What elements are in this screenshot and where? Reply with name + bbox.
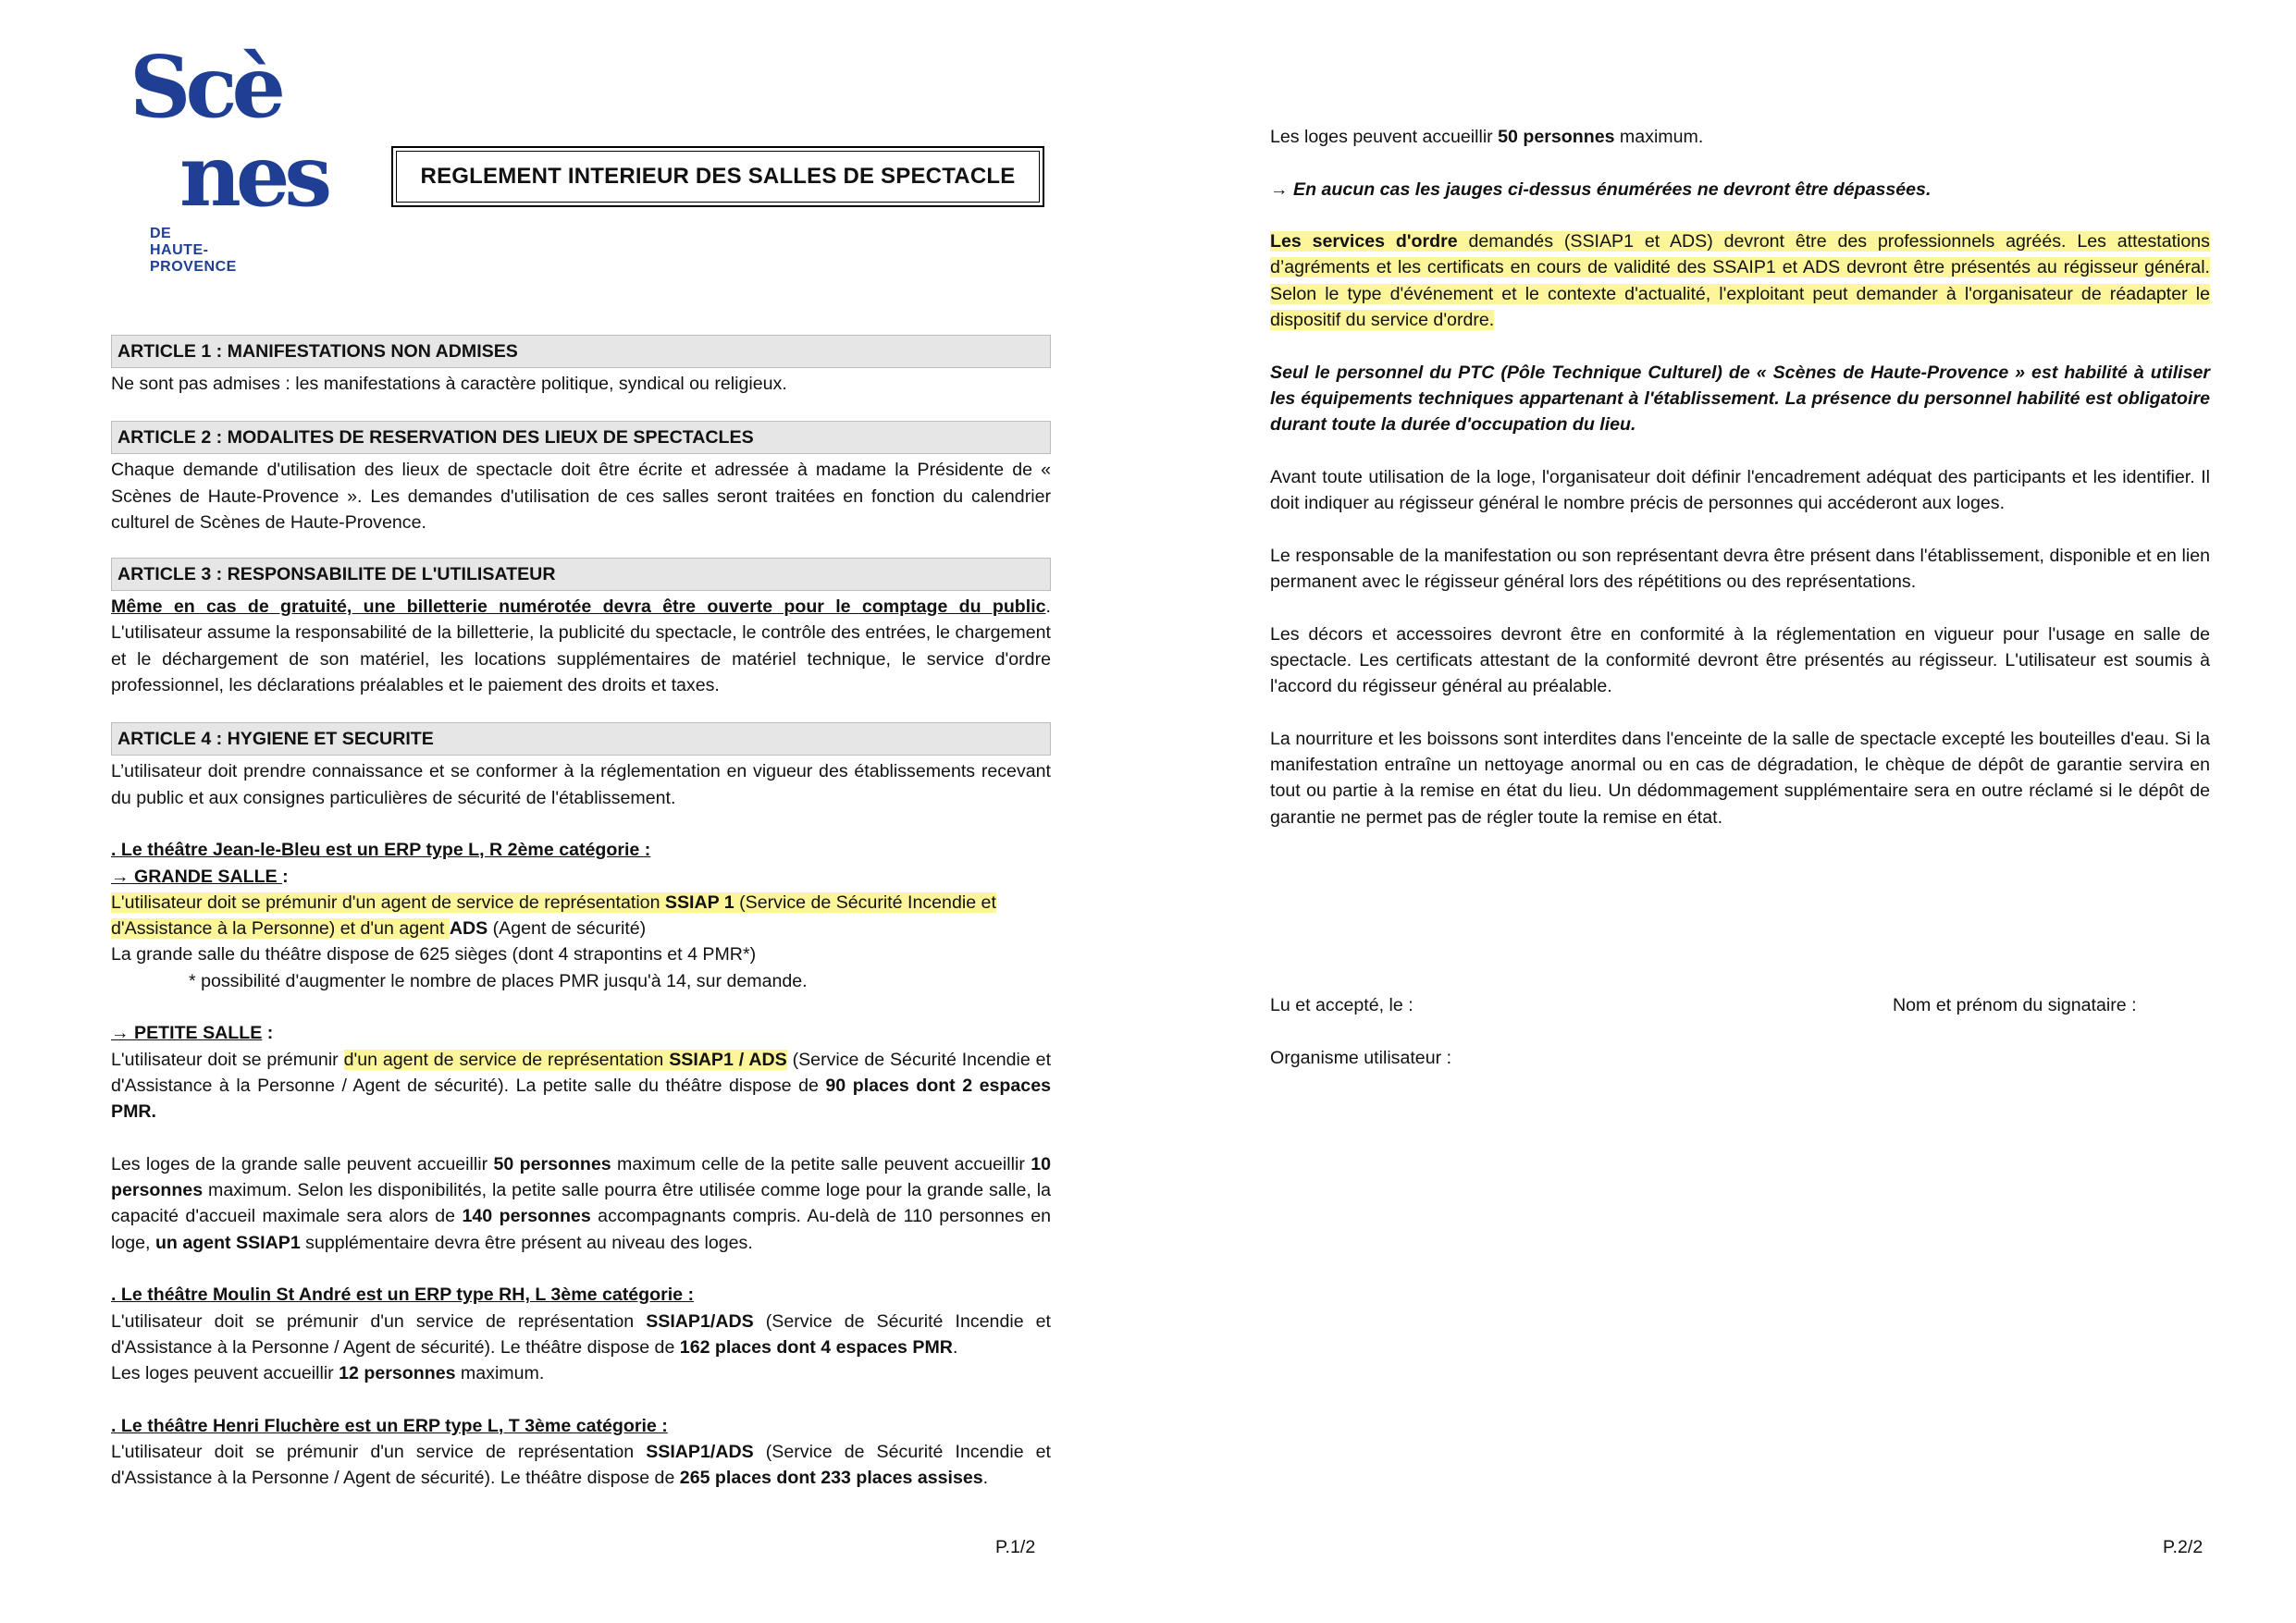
organisation-label: Organisme utilisateur : [1270, 1048, 1452, 1068]
grande-salle-text: L'utilisateur doit se prémunir d'un agent de service de représentation SSIAP 1 (Service de Sécurité Incendie et d'Assistance à la Personne) et d'un agent ADS (Agent de sécurité) [111, 891, 996, 940]
page-1-body [111, 335, 1051, 1492]
article-1-heading: ARTICLE 1 : MANIFESTATIONS NON ADMISES [111, 335, 1051, 368]
article-2-text: Chaque demande d'utilisation des lieux de spectacle doit être écrite et adressée à madame la Présidente de « Scènes de Haute-Provence ». Les demandes d'utilisation de ces salles seront traitées en fonction du calendrier culturel de Scènes de Haute-Provence. [111, 460, 1051, 533]
logo-line-2: nes [179, 126, 327, 226]
grande-salle-note: * possibilité d'augmenter le nombre de places PMR jusqu'à 14, sur demande. [189, 970, 808, 991]
henri-fluchere-text: L'utilisateur doit se prémunir d'un service de représentation SSIAP1/ADS (Service de Sécurité Incendie et d'Assistance à la Personne / Agent de sécurité). Le théâtre dispose de 265 places dont 233 places assises. [111, 1442, 1051, 1489]
petite-salle-text: L'utilisateur doit se prémunir d'un agent de service de représentation SSIAP1 / ADS (Service de Sécurité Incendie et d'Assistance à la Personne / Agent de sécurité). La petite salle du théâtre dispose de 90 places dont 2 espaces PMR. [111, 1049, 1052, 1123]
loges-capacity: Les loges peuvent accueillir 50 personnes maximum. [1270, 127, 1704, 147]
responsable-paragraph: Le responsable de la manifestation ou son représentant devra être présent dans l'établissement, disponible et en lien permanent avec le régisseur général lors des répétitions ou des représentations. [1270, 545, 2210, 593]
jauges-warning: → En aucun cas les jauges ci-dessus énumérées ne devront être dépassées. [1270, 178, 1932, 200]
logo-line-1: Scè [130, 37, 280, 137]
services-ordre-paragraph: Les services d'ordre demandés (SSIAP1 et ADS) devront être des professionnels agréés. Les attestations d’agréments et les certificats en cours de validité des SSAIP1 et ADS devront être présentés au régisseur général. Selon le type d'événement et le contexte d'actualité, l'exploitant peut demander à l'organisateur de réadapter le dispositif du service d'ordre. [1270, 231, 2210, 331]
document-title: REGLEMENT INTERIEUR DES SALLES DE SPECTACLE [396, 151, 1040, 203]
logo-tagline [150, 226, 237, 276]
jean-le-bleu-heading: . Le théâtre Jean-le-Bleu est un ERP type L, R 2ème catégorie : [111, 840, 651, 861]
article-3-text: Même en cas de gratuité, une billetterie numérotée devra être ouverte pour le comptage du public. L'utilisateur assume la responsabilité de la billetterie, la publicité du spectacle, le contrôle des entrées, le chargement et le déchargement de son matériel, les locations supplémentaires de matériel technique, le service d'ordre professionnel, les déclarations préalables et le paiement des droits et taxes. [111, 596, 1051, 696]
accepted-date-label: Lu et accepté, le : [1270, 995, 1413, 1015]
logo-de: DE [150, 226, 172, 241]
article-3-lead: Même en cas de gratuité, une billetterie numérotée devra être ouverte pour le comptage du public [111, 596, 1046, 618]
loge-usage-paragraph: Avant toute utilisation de la loge, l'organisateur doit définir l'encadrement adéquat des participants et les identifier. Il doit indiquer au régisseur général le nombre précis de personnes qui accéderont aux loges. [1270, 466, 2210, 514]
moulin-st-andre-heading: . Le théâtre Moulin St André est un ERP type RH, L 3ème catégorie : [111, 1285, 695, 1306]
moulin-st-andre-text: L'utilisateur doit se prémunir d'un service de représentation SSIAP1/ADS (Service de Sécurité Incendie et d'Assistance à la Personne / Agent de sécurité). Le théâtre dispose de 162 places dont 4 espaces PMR. [111, 1310, 1051, 1358]
article-3-heading: ARTICLE 3 : RESPONSABILITE DE L'UTILISATEUR [111, 558, 1051, 591]
signatory-name-label: Nom et prénom du signataire : [1893, 995, 2137, 1015]
henri-fluchere-heading: . Le théâtre Henri Fluchère est un ERP type L, T 3ème catégorie : [111, 1415, 668, 1436]
article-4-text: L’utilisateur doit prendre connaissance et se conformer à la réglementation en vigueur des établissements recevant du public et aux consignes particulières de sécurité de l'établissement. [111, 761, 1051, 808]
grande-salle-heading: → GRANDE SALLE : [111, 866, 289, 887]
moulin-st-andre-loges: Les loges peuvent accueillir 12 personnes maximum. [111, 1363, 545, 1384]
article-2-heading: ARTICLE 2 : MODALITES DE RESERVATION DES LIEUX DE SPECTACLES [111, 421, 1051, 454]
petite-salle-heading: → PETITE SALLE : [111, 1023, 274, 1044]
article-1-text: Ne sont pas admises : les manifestations à caractère politique, syndical ou religieux. [111, 374, 787, 394]
ptc-paragraph: Seul le personnel du PTC (Pôle Technique Culturel) de « Scènes de Haute-Provence » est habilité à utiliser les équipements techniques appartenant à l'établissement. La présence du personnel habilité est obligatoire durant toute la durée d'occupation du lieu. [1270, 362, 2210, 436]
grande-salle-capacity: La grande salle du théâtre dispose de 625 sièges (dont 4 strapontins et 4 PMR*) [111, 944, 757, 965]
document-title-box [391, 146, 1044, 207]
logo-provence: PROVENCE [150, 259, 237, 275]
logo [128, 37, 331, 281]
page-number-2: P.2/2 [2163, 1537, 2203, 1557]
page-number-1: P.1/2 [995, 1537, 1036, 1557]
decors-paragraph: Les décors et accessoires devront être en conformité à la réglementation en vigueur pour l'usage en salle de spectacle. Les certificats attestant de la conformité devront être présentés au régisseur. L'utilisateur est soumis à l'accord du régisseur général au préalable. [1270, 623, 2210, 697]
article-4-heading: ARTICLE 4 : HYGIENE ET SECURITE [111, 722, 1051, 756]
logo-haute: HAUTE- [150, 242, 209, 258]
loges-paragraph: Les loges de la grande salle peuvent accueillir 50 personnes maximum celle de la petite salle peuvent accueillir 10 personnes maximum. Selon les disponibilités, la petite salle pourra être utilisée comme loge pour la grande salle, la capacité d'accueil maximale sera alors de 140 personnes accompagnants compris. Au-delà de 110 personnes en loge, un agent SSIAP1 supplémentaire devra être présent au niveau des loges. [111, 1153, 1051, 1253]
nourriture-paragraph: La nourriture et les boissons sont interdites dans l'enceinte de la salle de spectacle excepté les bouteilles d'eau. Si la manifestation entraîne un nettoyage anormal ou en cas de dégradation, le chèque de dépôt de garantie servira en tout ou partie à la remise en état du lieu. Un dédommagement supplémentaire sera en outre réclamé si le dépôt de garantie ne permet pas de régler toute la remise en état. [1270, 728, 2210, 828]
page-2-body [1270, 124, 2210, 830]
